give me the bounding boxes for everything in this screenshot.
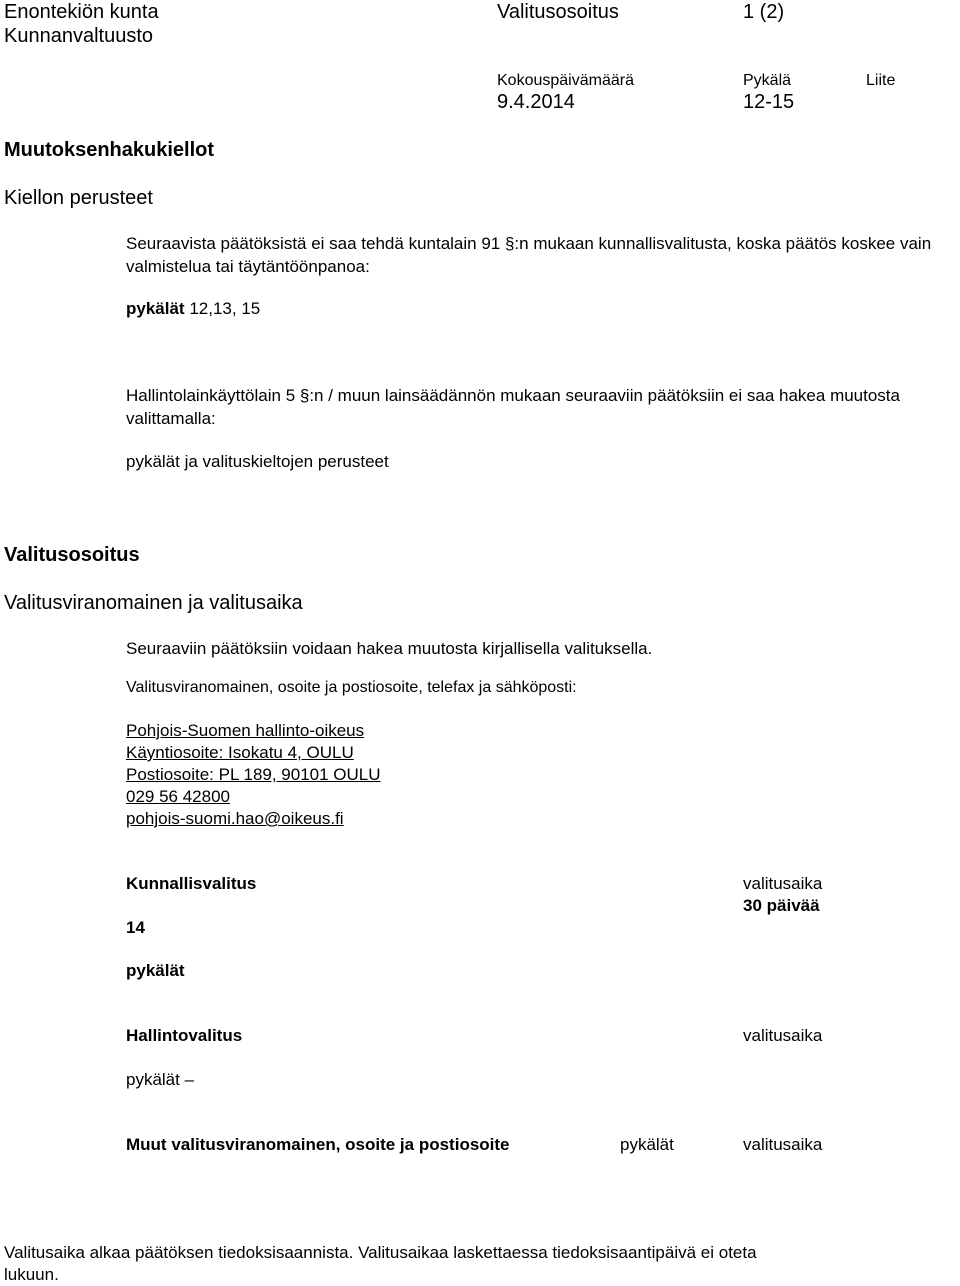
bans-subheading: Kiellon perusteet bbox=[4, 187, 153, 209]
administrative-period-label: valitusaika bbox=[743, 1026, 823, 1045]
municipal-section-number: 14 bbox=[126, 918, 145, 937]
municipal-period-value: 30 päivää bbox=[743, 896, 820, 915]
authority-phone: 029 56 42800 bbox=[126, 787, 230, 806]
appeal-heading: Valitusosoitus bbox=[4, 544, 140, 566]
bans-paragraph-1: Seuraavista päätöksistä ei saa tehdä kuntalain 91 §:n mukaan kunnallisvalitusta, koska päätös koskee vain valmistelua tai täytäntöönpanoa: bbox=[126, 234, 932, 276]
meeting-date: 9.4.2014 bbox=[497, 91, 575, 113]
authority-email: pohjois-suomi.hao@oikeus.fi bbox=[126, 809, 344, 828]
appeal-intro: Seuraaviin päätöksiin voidaan hakea muutosta kirjallisella valituksella. bbox=[126, 639, 653, 658]
bans-sections-1-values: 12,13, 15 bbox=[189, 299, 261, 318]
bans-sections-1-label: pykälät bbox=[126, 299, 185, 318]
appeal-period-note: Valitusaika alkaa päätöksen tiedoksisaannista. Valitusaikaa laskettaessa tiedoksisaantipäivä ei oteta lukuun. bbox=[4, 1243, 757, 1284]
other-sections-label: pykälät bbox=[620, 1135, 674, 1154]
administrative-sections-label: pykälät – bbox=[126, 1070, 195, 1089]
appeal-subheading: Valitusviranomainen ja valitusaika bbox=[4, 592, 303, 614]
meeting-date-label: Kokouspäivämäärä bbox=[497, 72, 634, 89]
bans-sections-1 bbox=[126, 298, 260, 320]
authority-postal-address: Postiosoite: PL 189, 90101 OULU bbox=[126, 765, 381, 784]
administrative-appeal-title: Hallintovalitus bbox=[126, 1026, 243, 1045]
council-name: Kunnanvaltuusto bbox=[4, 25, 154, 47]
authority-visit-address: Käyntiosoite: Isokatu 4, OULU bbox=[126, 743, 354, 762]
attachment-label: Liite bbox=[866, 72, 896, 89]
document-title: Valitusosoitus bbox=[497, 1, 619, 23]
page-number: 1 (2) bbox=[743, 1, 785, 23]
other-authority-title: Muut valitusviranomainen, osoite ja postiosoite bbox=[126, 1135, 510, 1154]
municipal-sections-label: pykälät bbox=[126, 961, 185, 980]
bans-heading: Muutoksenhakukiellot bbox=[4, 139, 215, 161]
municipal-appeal-title: Kunnallisvalitus bbox=[126, 874, 257, 893]
municipal-period-label: valitusaika bbox=[743, 874, 823, 893]
bans-sections-2: pykälät ja valituskieltojen perusteet bbox=[126, 452, 389, 471]
authority-name: Pohjois-Suomen hallinto-oikeus bbox=[126, 721, 365, 740]
section-label: Pykälä bbox=[743, 72, 792, 89]
authority-label: Valitusviranomainen, osoite ja postiosoite, telefax ja sähköposti: bbox=[126, 679, 577, 696]
other-period-label: valitusaika bbox=[743, 1135, 823, 1154]
bans-paragraph-2: Hallintolainkäyttölain 5 §:n / muun lainsäädännön mukaan seuraaviin päätöksiin ei saa hakea muutosta valittamalla: bbox=[126, 386, 900, 428]
section-value: 12-15 bbox=[743, 91, 795, 113]
municipality-name: Enontekiön kunta bbox=[4, 1, 159, 23]
